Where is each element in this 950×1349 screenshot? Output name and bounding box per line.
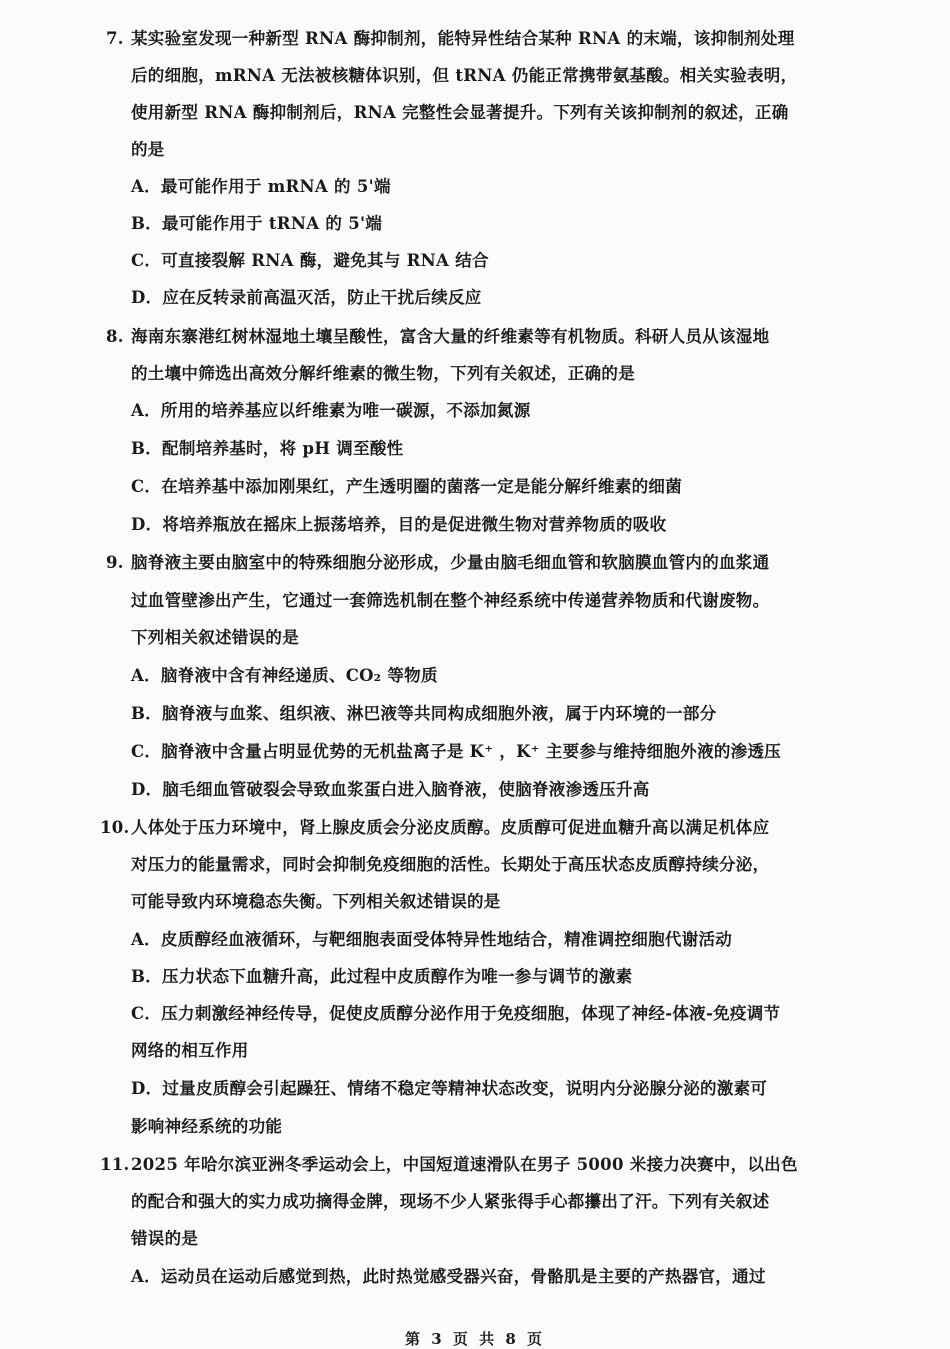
question-stem-line: 的土壤中筛选出高效分解纤维素的微生物，下列有关叙述，正确的是 (131, 364, 635, 383)
page-footer: 第 3 页 共 8 页 (405, 1330, 545, 1348)
question-stem-line: 对压力的能量需求，同时会抑制免疫细胞的活性。长期处于高压状态皮质醇持续分泌， (131, 855, 770, 874)
question-stem-line: 某实验室发现一种新型 RNA 酶抑制剂，能特异性结合某种 RNA 的末端，该抑制剂处理 (131, 29, 795, 48)
question-number: 8. (106, 327, 124, 346)
question-stem-line: 后的细胞，mRNA 无法被核糖体识别，但 tRNA 仍能正常携带氨基酸。相关实验表明， (131, 66, 798, 85)
question-stem-line: 脑脊液主要由脑室中的特殊细胞分泌形成，少量由脑毛细血管和软脑膜血管内的血浆通 (131, 553, 770, 572)
question-stem-line: 人体处于压力环境中，肾上腺皮质会分泌皮质醇。皮质醇可促进血糖升高以满足机体应 (131, 818, 770, 837)
question-stem-line: 2025 年哈尔滨亚洲冬季运动会上，中国短道速滑队在男子 5000 米接力决赛中，以出色 (131, 1155, 798, 1174)
option-a: A．运动员在运动后感觉到热，此时热觉感受器兴奋，骨骼肌是主要的产热器官，通过 (131, 1267, 766, 1286)
option-a: A．最可能作用于 mRNA 的 5'端 (131, 177, 391, 196)
option-d: D．脑毛细血管破裂会导致血浆蛋白进入脑脊液，使脑脊液渗透压升高 (131, 780, 650, 799)
question-stem-line: 的是 (131, 140, 165, 159)
option-b: B．最可能作用于 tRNA 的 5'端 (131, 214, 383, 233)
option-b: B．脑脊液与血浆、组织液、淋巴液等共同构成细胞外液，属于内环境的一部分 (131, 704, 717, 723)
option-d: D．应在反转录前高温灭活，防止干扰后续反应 (131, 288, 482, 307)
question-number: 9. (106, 553, 124, 572)
option-d: D．过量皮质醇会引起躁狂、情绪不稳定等精神状态改变，说明内分泌腺分泌的激素可 (131, 1079, 768, 1098)
option-c: C．在培养基中添加刚果红，产生透明圈的菌落一定是能分解纤维素的细菌 (131, 477, 683, 496)
option-b: B．压力状态下血糖升高，此过程中皮质醇作为唯一参与调节的激素 (131, 967, 633, 986)
option-a: A．所用的培养基应以纤维素为唯一碳源，不添加氮源 (131, 401, 531, 420)
option-a: A．脑脊液中含有神经递质、CO₂ 等物质 (131, 666, 438, 685)
option-c: C．压力刺激经神经传导，促使皮质醇分泌作用于免疫细胞，体现了神经-体液-免疫调节 (131, 1004, 781, 1023)
option-a: A．皮质醇经血液循环，与靶细胞表面受体特异性地结合，精准调控细胞代谢活动 (131, 930, 733, 949)
option-b: B．配制培养基时，将 pH 调至酸性 (131, 439, 404, 458)
option-c-continued: 网络的相互作用 (131, 1041, 249, 1060)
question-stem-line: 过血管壁渗出产生，它通过一套筛选机制在整个神经系统中传递营养物质和代谢废物。 (131, 591, 770, 610)
option-c: C．可直接裂解 RNA 酶，避免其与 RNA 结合 (131, 251, 489, 270)
question-number: 7. (106, 29, 124, 48)
question-stem-line: 海南东寨港红树林湿地土壤呈酸性，富含大量的纤维素等有机物质。科研人员从该湿地 (131, 327, 770, 346)
question-stem-line: 的配合和强大的实力成功摘得金牌，现场不少人紧张得手心都攥出了汗。下列有关叙述 (131, 1192, 770, 1211)
question-number: 11. (100, 1155, 130, 1174)
question-stem-line: 下列相关叙述错误的是 (131, 628, 299, 647)
question-stem-line: 使用新型 RNA 酶抑制剂后，RNA 完整性会显著提升。下列有关该抑制剂的叙述，正确 (131, 103, 789, 122)
option-d: D．将培养瓶放在摇床上振荡培养，目的是促进微生物对营养物质的吸收 (131, 515, 667, 534)
question-number: 10. (100, 818, 130, 837)
option-c: C．脑脊液中含量占明显优势的无机盐离子是 K⁺ ，K⁺ 主要参与维持细胞外液的渗透压 (131, 742, 782, 761)
question-stem-line: 可能导致内环境稳态失衡。下列相关叙述错误的是 (131, 892, 501, 911)
option-d-continued: 影响神经系统的功能 (131, 1117, 283, 1136)
question-stem-line: 错误的是 (131, 1229, 199, 1248)
